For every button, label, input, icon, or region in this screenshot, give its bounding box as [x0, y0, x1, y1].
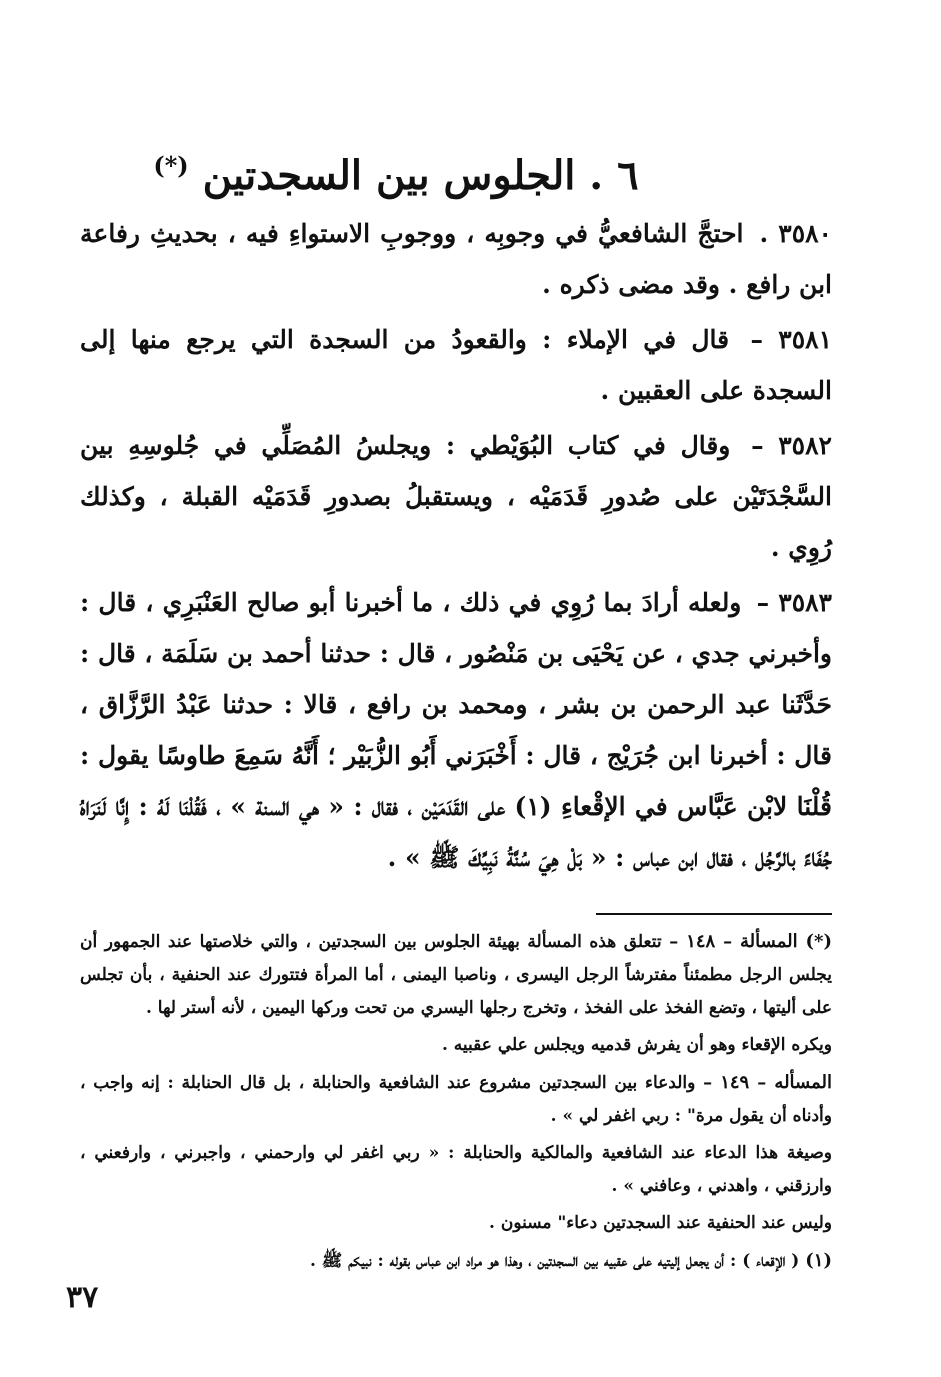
paragraph-text: ولعله أرادَ بما رُوِي في ذلك ، ما أخبرنا أبو صالح العَنْبَرِي ، قال : وأخبرني جدي ، عن يَحْيَى بن مَنْصُور ، قال : حدثنا أحمد بن سَلَمَة ، قال : حَدَّثَنا عبد الرحمن بن بشر ، ومحمد بن رافع ، قالا : حدثنا عَبْدُ الرَّزَّاق ، قال : أخبرنا ابن جُرَيْج ، قال : أَخْبَرَني أَبُو الزُّبَيْر ؛ أَنَّهُ سَمِعَ طاوسًا يقول : قُلْنَا لابْن عَبَّاس في الإقْعاءِ (١) على القَدَمَيْن ، فقال : « هي السنة » ، فَقُلْنَا لَهُ : إِنَّا لَنَرَاهُ جُفَاءً بالرَّجُل ، فقال ابن عباس : « بَلْ هِيَ سُنَّةُ نَبِيِّكَ ﷺ » . — [80, 588, 832, 872]
footnote-text: تتعلق هذه المسألة بهيئة الجلوس بين السجدتين ، والتي خلاصتها عند الجمهور أن يجلس الرجل مطمئناً مفترشاً الرجل اليسرى ، وناصبا اليمنى ، أما المرأة فتتورك عند الحنفية ، بأن تجلس على أليتها ، وتضع الفخذ على الفخذ ، وتخرج رجلها اليسري من تحت وركها اليمين ، لأنه أستر لها . — [80, 932, 832, 1018]
footnote-lead: المسأله – ١٤٩ – — [703, 1072, 832, 1093]
paragraph-number: ٣٥٨٣ – — [756, 588, 832, 617]
footnote-iqaa-note — [80, 1029, 832, 1062]
footnote-1 — [80, 1244, 832, 1278]
chapter-title — [80, 150, 832, 202]
paragraph-number: ٣٥٨١ – — [750, 325, 832, 354]
paragraph-3580 — [80, 208, 832, 310]
footnote-text: وليس عند الحنفية عند السجدتين دعاء" مسنون . — [489, 1213, 832, 1233]
paragraph-3581 — [80, 314, 832, 416]
paragraph-3582 — [80, 420, 832, 573]
paragraph-text: احتجَّ الشافعيُّ في وجوبِه ، ووجوبِ الاستواءِ فيه ، بحديثِ رفاعة ابن رافع . وقد مضى ذكره . — [80, 219, 832, 299]
paragraph-text: قال في الإملاء : والقعودُ من السجدة التي يرجع منها إلى السجدة على العقبين . — [80, 325, 832, 405]
footnote-text: ( الإقعاء ) : أن يجعل إليتيه على عقبيه بين السجدتين ، وهذا هو مراد ابن عباس بقوله : نبيكم ﷺ . — [309, 1251, 800, 1271]
paragraph-text: وقال في كتاب البُوَيْطي : ويجلسُ المُصَلِّي في جُلوسِهِ بين السَّجْدَتَيْن على صُدورِ قَدَمَيْه ، ويستقبلُ بصدورِ قَدَمَيْه القبلة ، وكذلك رُوِي . — [80, 431, 832, 562]
footnote-issue-148 — [80, 925, 832, 1025]
paragraph-number: ٣٥٨٢ – — [751, 431, 832, 460]
footnote-separator — [596, 913, 832, 915]
book-page — [80, 150, 832, 1282]
page-number: ٣٧ — [66, 1280, 99, 1315]
footnote-marker: (*) — [153, 151, 189, 180]
chapter-title-text: ٦ . الجلوس بين السجدتين — [202, 152, 639, 199]
paragraph-number: ٣٥٨٠ . — [759, 219, 832, 248]
footnote-issue-149 — [80, 1066, 832, 1133]
footnote-text: ويكره الإقعاء وهو أن يفرش قدميه ويجلس علي عقبيه . — [441, 1035, 832, 1055]
footnote-text: وصيغة هذا الدعاء عند الشافعية والمالكية والحنابلة : « ربي اغفر لي وارحمني ، واجبرني ، وارفعني ، وارزقني ، واهدني ، وعافني » . — [80, 1143, 832, 1196]
footnote-hanafi-note — [80, 1207, 832, 1240]
footnote-dua-form — [80, 1137, 832, 1203]
footnote-lead: (١) — [805, 1250, 832, 1271]
paragraph-3583 — [80, 577, 832, 883]
footnote-text: والدعاء بين السجدتين مشروع عند الشافعية والحنابلة ، بل قال الحنابلة : إنه واجب ، وأدناه أن يقول مرة" : ربي اغفر لي » . — [80, 1073, 832, 1126]
footnote-lead: (*) المسألة – ١٤٨ – — [669, 931, 832, 952]
